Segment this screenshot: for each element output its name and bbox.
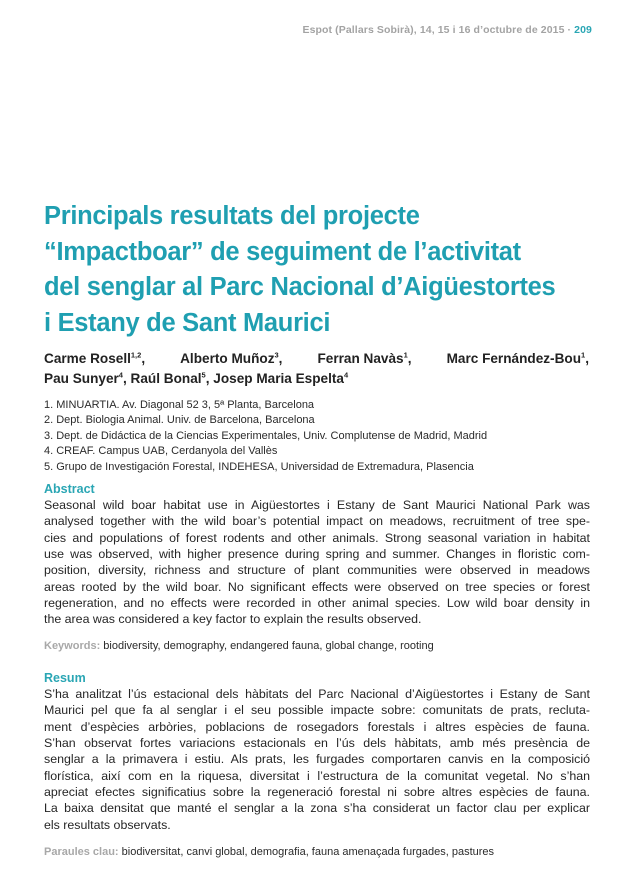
keywords-text: biodiversity, demography, endangered fauna, global change, rooting xyxy=(100,640,434,652)
keywords-text: biodiversitat, canvi global, demografia, fauna amenaçada furgades, pastures xyxy=(118,846,495,858)
abstract-line: the area was considered a key factor to explain the results observed. xyxy=(44,612,422,627)
resum-line: La baixa densitat que manté el senglar a la zona s’ha considerat un factor clau per explicar xyxy=(44,801,590,816)
title-line: “Impactboar” de seguiment de l’activitat xyxy=(44,237,521,266)
abstract-line: Seasonal wild boar habitat use in Aigüestortes i Estany de Sant Maurici National Park was xyxy=(44,498,590,512)
keywords-en xyxy=(44,640,434,652)
author: Marc Fernández-Bou$^1$, xyxy=(446,350,589,366)
resum-line: Maurici pel que fa al senglar i el seu possible impacte sobre: comunitats de prats, recluta- xyxy=(44,703,590,718)
resum-line: senglar a la primavera i estiu. Als prats, les furgades comportaren canvis en la composició xyxy=(44,752,590,767)
resum-line: florística, així com en la riquesa, diversitat i l’estructura de la comunitat vegetal. No s’han xyxy=(44,768,590,783)
resum-body xyxy=(44,686,590,833)
author: Alberto Muñoz$^3$, xyxy=(180,350,283,366)
keywords-label: Keywords: xyxy=(44,640,101,652)
affiliation: 5. Grupo de Investigación Forestal, INDEHESA, Universidad de Extremadura, Plasencia xyxy=(44,460,474,473)
author: Carme Rosell$^{1,2}$, xyxy=(44,350,146,366)
abstract-line: use was observed, with higher presence during spring and summer. Changes in floristic com- xyxy=(44,547,590,562)
resum-line: els resultats observats. xyxy=(44,817,171,832)
affiliation: 2. Dept. Biologia Animal. Univ. de Barcelona, Barcelona xyxy=(44,414,315,427)
author-line xyxy=(44,369,589,389)
resum-heading: Resum xyxy=(44,671,86,685)
author-list xyxy=(44,349,589,389)
author: Pau Sunyer$^4$, xyxy=(44,370,127,386)
author: Josep Maria Espelta$^4$ xyxy=(213,370,349,386)
affiliation-list xyxy=(44,398,589,475)
keywords-ca xyxy=(44,846,494,858)
affiliation: 1. MINUARTIA. Av. Diagonal 52 3, 5ª Planta, Barcelona xyxy=(44,399,315,411)
abstract-body xyxy=(44,497,590,628)
running-header-text: Espot (Pallars Sobirà), 14, 15 i 16 d’octubre de 2015 · xyxy=(302,24,575,36)
abstract-line: areas rooted by the wild boar. No significant effects were observed on tree species or forest xyxy=(44,579,590,594)
abstract-line: position, diversity, richness and structure of plant communities were observed in meadows xyxy=(44,563,590,578)
resum-line: apreciat efectes significatius sobre la regeneració forestal ni sobre altres espècies de fauna. xyxy=(44,785,590,800)
title-line: del senglar al Parc Nacional d’Aigüestortes xyxy=(44,273,556,301)
author: Raúl Bonal$^5$, xyxy=(130,370,210,386)
title-line: i Estany de Sant Maurici xyxy=(44,308,331,337)
paper-title xyxy=(44,199,604,341)
abstract-line: regeneration, and no effects were recorded in other animal species. Low wild boar density in xyxy=(44,596,590,611)
abstract-line: analysed together with the wild boar’s potential impact on meadows, recruitment of tree spe- xyxy=(44,514,590,529)
abstract-heading: Abstract xyxy=(44,482,95,496)
resum-line: S’han observat fortes variacions estacionals en l’ús dels hàbitats, amb més presència de xyxy=(44,736,590,751)
author-line xyxy=(44,349,589,369)
keywords-label: Paraules clau: xyxy=(44,846,119,858)
resum-line: S’ha analitzat l’ús estacional dels hàbitats del Parc Nacional d’Aigüestortes i Estany de Sant xyxy=(44,687,590,701)
title-line: Principals resultats del projecte xyxy=(44,202,420,230)
running-header xyxy=(302,24,592,36)
abstract-line: cies and populations of forest rodents and other animals. Strong seasonal variation in habitat xyxy=(44,530,590,545)
resum-line: ment d’espècies arbòries, poblacions de rosegadors forestals i altres espècies de fauna. xyxy=(44,719,590,734)
author: Ferran Navàs$^1$, xyxy=(317,350,412,366)
affiliation: 4. CREAF. Campus UAB, Cerdanyola del Vallès xyxy=(44,445,278,458)
page-number: 209 xyxy=(574,24,592,36)
affiliation: 3. Dept. de Didáctica de la Ciencias Experimentales, Univ. Complutense de Madrid, Madrid xyxy=(44,429,488,442)
